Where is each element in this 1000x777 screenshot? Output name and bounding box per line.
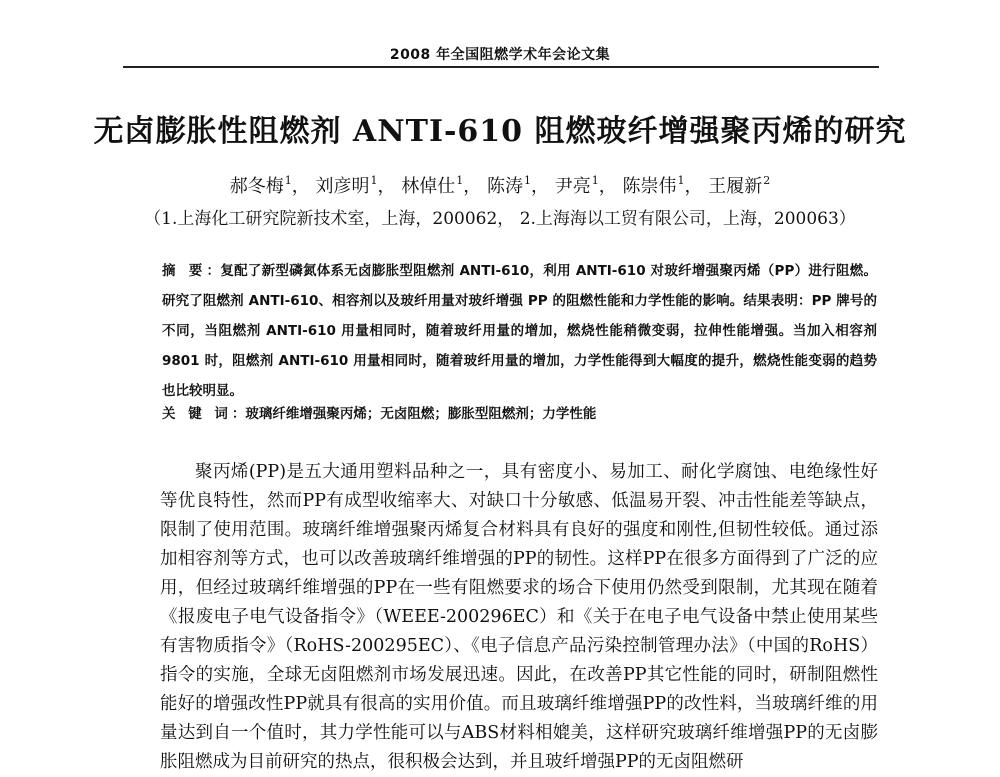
author: 王履新$^2$ xyxy=(708,174,771,197)
author: 尹亮$^1$ xyxy=(554,174,599,197)
author: 陈涛$^1$ xyxy=(487,174,531,197)
abstract: 摘 要：复配了新型磷氮体系无卤膨胀型阻燃剂 ANTI-610，利用 ANTI-610 对玻纤增强聚丙烯（PP）进行阻燃。研究了阻燃剂 ANTI-610、相容剂以及玻纤用量对玻纤增强 PP 的阻燃性能和力学性能的影响。结果表明：PP 牌号的不同，当阻燃剂 ANTI-610 用量相同时，随着玻纤用量的增加，燃烧性能稍微变弱，拉伸性能增强。当加入相容剂 9801 时，阻燃剂 ANTI-610 用量相同时，随着玻纤用量的增加，力学性能得到大幅度的提升，燃烧性能变弱的趋势也比较明显。 xyxy=(162,263,877,399)
author: 陈崇伟$^1$ xyxy=(622,174,685,197)
keywords-label: 关 键 词 xyxy=(162,406,232,422)
author: 郝冬梅$^1$ xyxy=(229,174,292,197)
author: 刘彦明$^1$ xyxy=(315,174,378,197)
keywords-text: 玻璃纤维增强聚丙烯；无卤阻燃；膨胀型阻燃剂；力学性能 xyxy=(245,406,597,422)
running-header: 2008 年全国阻燃学术年会论文集 xyxy=(389,47,611,63)
affiliations: （1.上海化工研究院新技术室，上海，200062， 2.上海海以工贸有限公司，上海，200063） xyxy=(144,209,856,229)
abstract-text: 复配了新型磷氮体系无卤膨胀型阻燃剂 ANTI-610，利用 ANTI-610 对玻纤增强聚丙烯（PP）进行阻燃。研究了阻燃剂 ANTI-610、相容剂以及玻纤用量对玻纤增强 PP 的阻燃性能和力学性能的影响。结果表明：PP 牌号的不同，当阻燃剂 ANTI-610 用量相同时，随着玻纤用量的增加，燃烧性能稍微变弱，拉伸性能增强。当加入相容剂 9801 时，阻燃剂 ANTI-610 用量相同时，随着玻纤用量的增加，力学性能得到大幅度的提升，燃烧性能变弱的趋势也比较明显。 xyxy=(162,263,877,399)
author-list: 郝冬梅$^1$， 刘彦明$^1$， 林倬仕$^1$， 陈涛$^1$， 尹亮$^1$， 陈崇伟$^1$， 王履新$^2$ xyxy=(229,174,771,197)
keywords: 关 键 词：玻璃纤维增强聚丙烯；无卤阻燃；膨胀型阻燃剂；力学性能 xyxy=(162,406,597,422)
body-paragraph: 聚丙烯(PP)是五大通用塑料品种之一，具有密度小、易加工、耐化学腐蚀、电绝缘性好等优良特性，然而PP有成型收缩率大、对缺口十分敏感、低温易开裂、冲击性能差等缺点，限制了使用范围。玻璃纤维增强聚丙烯复合材料具有良好的强度和刚性,但韧性较低。通过添加相容剂等方式，也可以改善玻璃纤维增强的PP的韧性。这样PP在很多方面得到了广泛的应用，但经过玻璃纤维增强的PP在一些有阻燃要求的场合下使用仍然受到限制，尤其现在随着《报废电子电气设备指令》（WEEE-200296EC）和《关于在电子电气设备中禁止使用某些有害物质指令》（RoHS-200295EC）、《电子信息产品污染控制管理办法》（中国的RoHS）指令的实施，全球无卤阻燃剂市场发展迅速。因此，在改善PP其它性能的同时，研制阻燃性能好的增强改性PP就具有很高的实用价值。而且玻璃纤维增强PP的改性料，当玻璃纤维的用量达到自一个值时，其力学性能可以与ABS材料相媲美，这样研究玻璃纤维增强PP的无卤膨胀阻燃成为目前研究的热点，很积极会达到，并且玻纤增强PP的无卤阻燃研 xyxy=(160,462,878,772)
header-rule xyxy=(123,66,879,68)
author: 林倬仕$^1$ xyxy=(401,174,464,197)
abstract-label: 摘 要 xyxy=(162,263,207,279)
paper-title: 无卤膨胀性阻燃剂 ANTI-610 阻燃玻纤增强聚丙烯的研究 xyxy=(93,114,907,149)
